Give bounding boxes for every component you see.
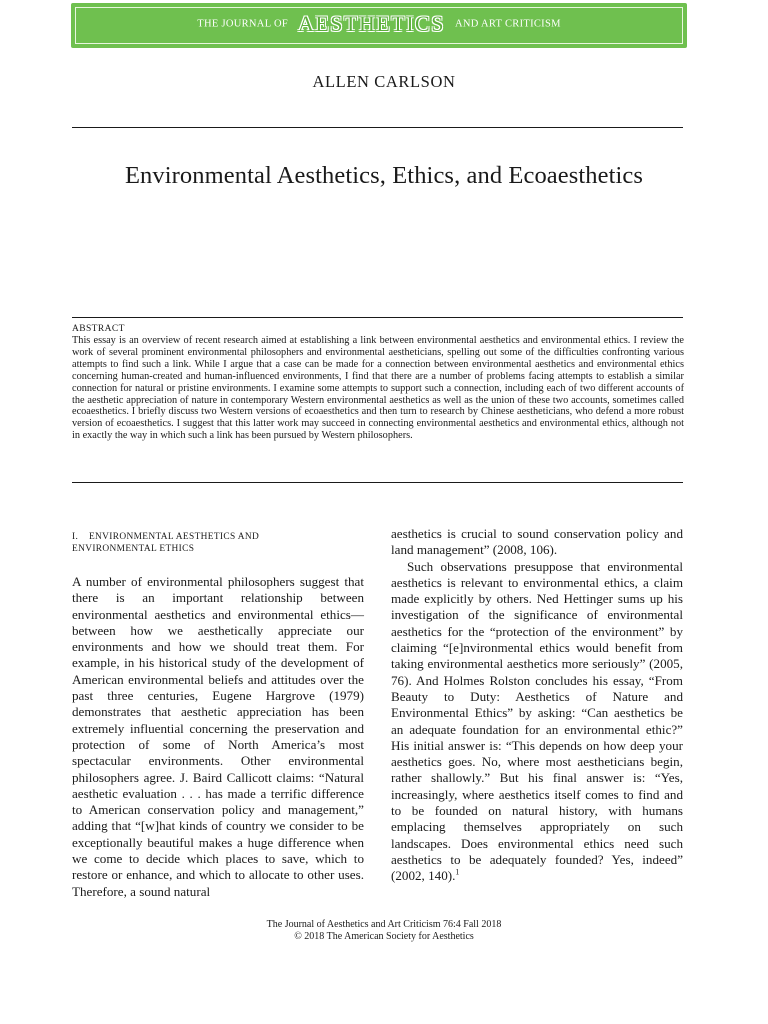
journal-suffix: AND ART CRITICISM <box>454 18 561 30</box>
journal-banner <box>71 3 687 48</box>
footer-citation: The Journal of Aesthetics and Art Criticism 76:4 Fall 2018 <box>266 919 502 930</box>
page-footer <box>0 919 768 943</box>
body-paragraph <box>391 559 683 885</box>
section-heading-line-2: ENVIRONMENTAL ETHICS <box>72 544 195 554</box>
journal-name <box>71 11 687 37</box>
body-column-left <box>72 574 364 900</box>
divider-abstract-bottom <box>72 482 683 483</box>
section-heading <box>72 531 372 555</box>
body-paragraph: A number of environmental philosophers suggest that there is an important relationship between environmental aesthetics and environmental ethics—between how we aesthetically appreciate our environments and how we should treat them. For example, in his historical study of the development of American environmental beliefs and attitudes over the past three centuries, Eugene Hargrove (1979) demonstrates that aesthetic appreciation has been extremely influential concerning the preservation and protection of some of North America’s most spectacular environments. Other environmental philosophers agree. J. Baird Callicott claims: “Natural aesthetic evaluation . . . has made a terrific difference to American conservation policy and management,” adding that “[w]hat kinds of country we consider to be exceptionally beautiful makes a huge difference when we come to decide which places to save, which to restore or enhance, and which to allocate to other uses. Therefore, a sound natural <box>72 574 364 899</box>
divider-top <box>72 127 683 128</box>
abstract-heading: ABSTRACT <box>72 324 125 334</box>
body-paragraph-continued: aesthetics is crucial to sound conservation policy and land management” (2008, 106). <box>391 526 683 558</box>
author-name: ALLEN CARLSON <box>312 72 456 91</box>
divider-abstract-top <box>72 317 683 318</box>
section-heading-line-1: I. ENVIRONMENTAL AESTHETICS AND <box>72 532 260 542</box>
body-paragraph-text: Such observations presuppose that environmental aesthetics is relevant to environmental ethics, a claim made explicitly by others. Ned Hettinger sums up his investigation of the significance of environmental aesthetics for the “protection of the environment” by claiming “[e]nvironmental ethics would benefit from taking environmental aesthetics more seriously” (2005, 76). And Holmes Rolston concludes his essay, “From Beauty to Duty: Aesthetics of Nature and Environmental Ethics” by asking: “Can aesthetics be an adequate foundation for an environmental ethic?” His initial answer is: “This depends on how deep your aesthetics goes. No, where most aestheticians begin, rather shallowly.” But his final answer is: “Yes, increasingly, where aesthetics itself comes to find and to be founded on natural history, with humans emplacing themselves appropriately on such landscapes. Does environmental ethics need such aesthetics to be adequately founded? Yes, indeed” (2002, 140). <box>391 558 683 884</box>
abstract-text: This essay is an overview of recent research aimed at establishing a link between environmental aesthetics and environmental ethics. I review the work of several prominent environmental philosophers and environmental aestheticians, spelling out some of the difficulties confronting various attempts to find such a link. While I argue that a case can be made for a connection between environmental aesthetics and environmental ethics concerning human-created and human-influenced environments, I find that there are a number of problems facing attempts to establish a similar connection for natural or pristine environments. I examine some attempts to support such a connection, including each of two different accounts of the aesthetic appreciation of nature in contemporary Western environmental aesthetics as well as the union of these two accounts, sometimes called ecoaesthetics. I briefly discuss two Western versions of ecoaesthetics and then turn to research by Chinese aestheticians, who defend a more robust version of ecoaesthetics. I suggest that this latter work may succeed in connecting environmental aesthetics and environmental ethics, although not in exactly the way in which such a link has been pursued by Western philosophers. <box>72 335 684 442</box>
body-column-right <box>391 526 683 885</box>
journal-prefix: THE JOURNAL OF <box>197 18 288 30</box>
footer-copyright: © 2018 The American Society for Aesthetics <box>294 931 474 942</box>
article-title: Environmental Aesthetics, Ethics, and Ecoaesthetics <box>124 162 644 189</box>
journal-main-title: AESTHETICS <box>297 11 445 37</box>
footnote-marker[interactable]: 1 <box>455 867 460 877</box>
